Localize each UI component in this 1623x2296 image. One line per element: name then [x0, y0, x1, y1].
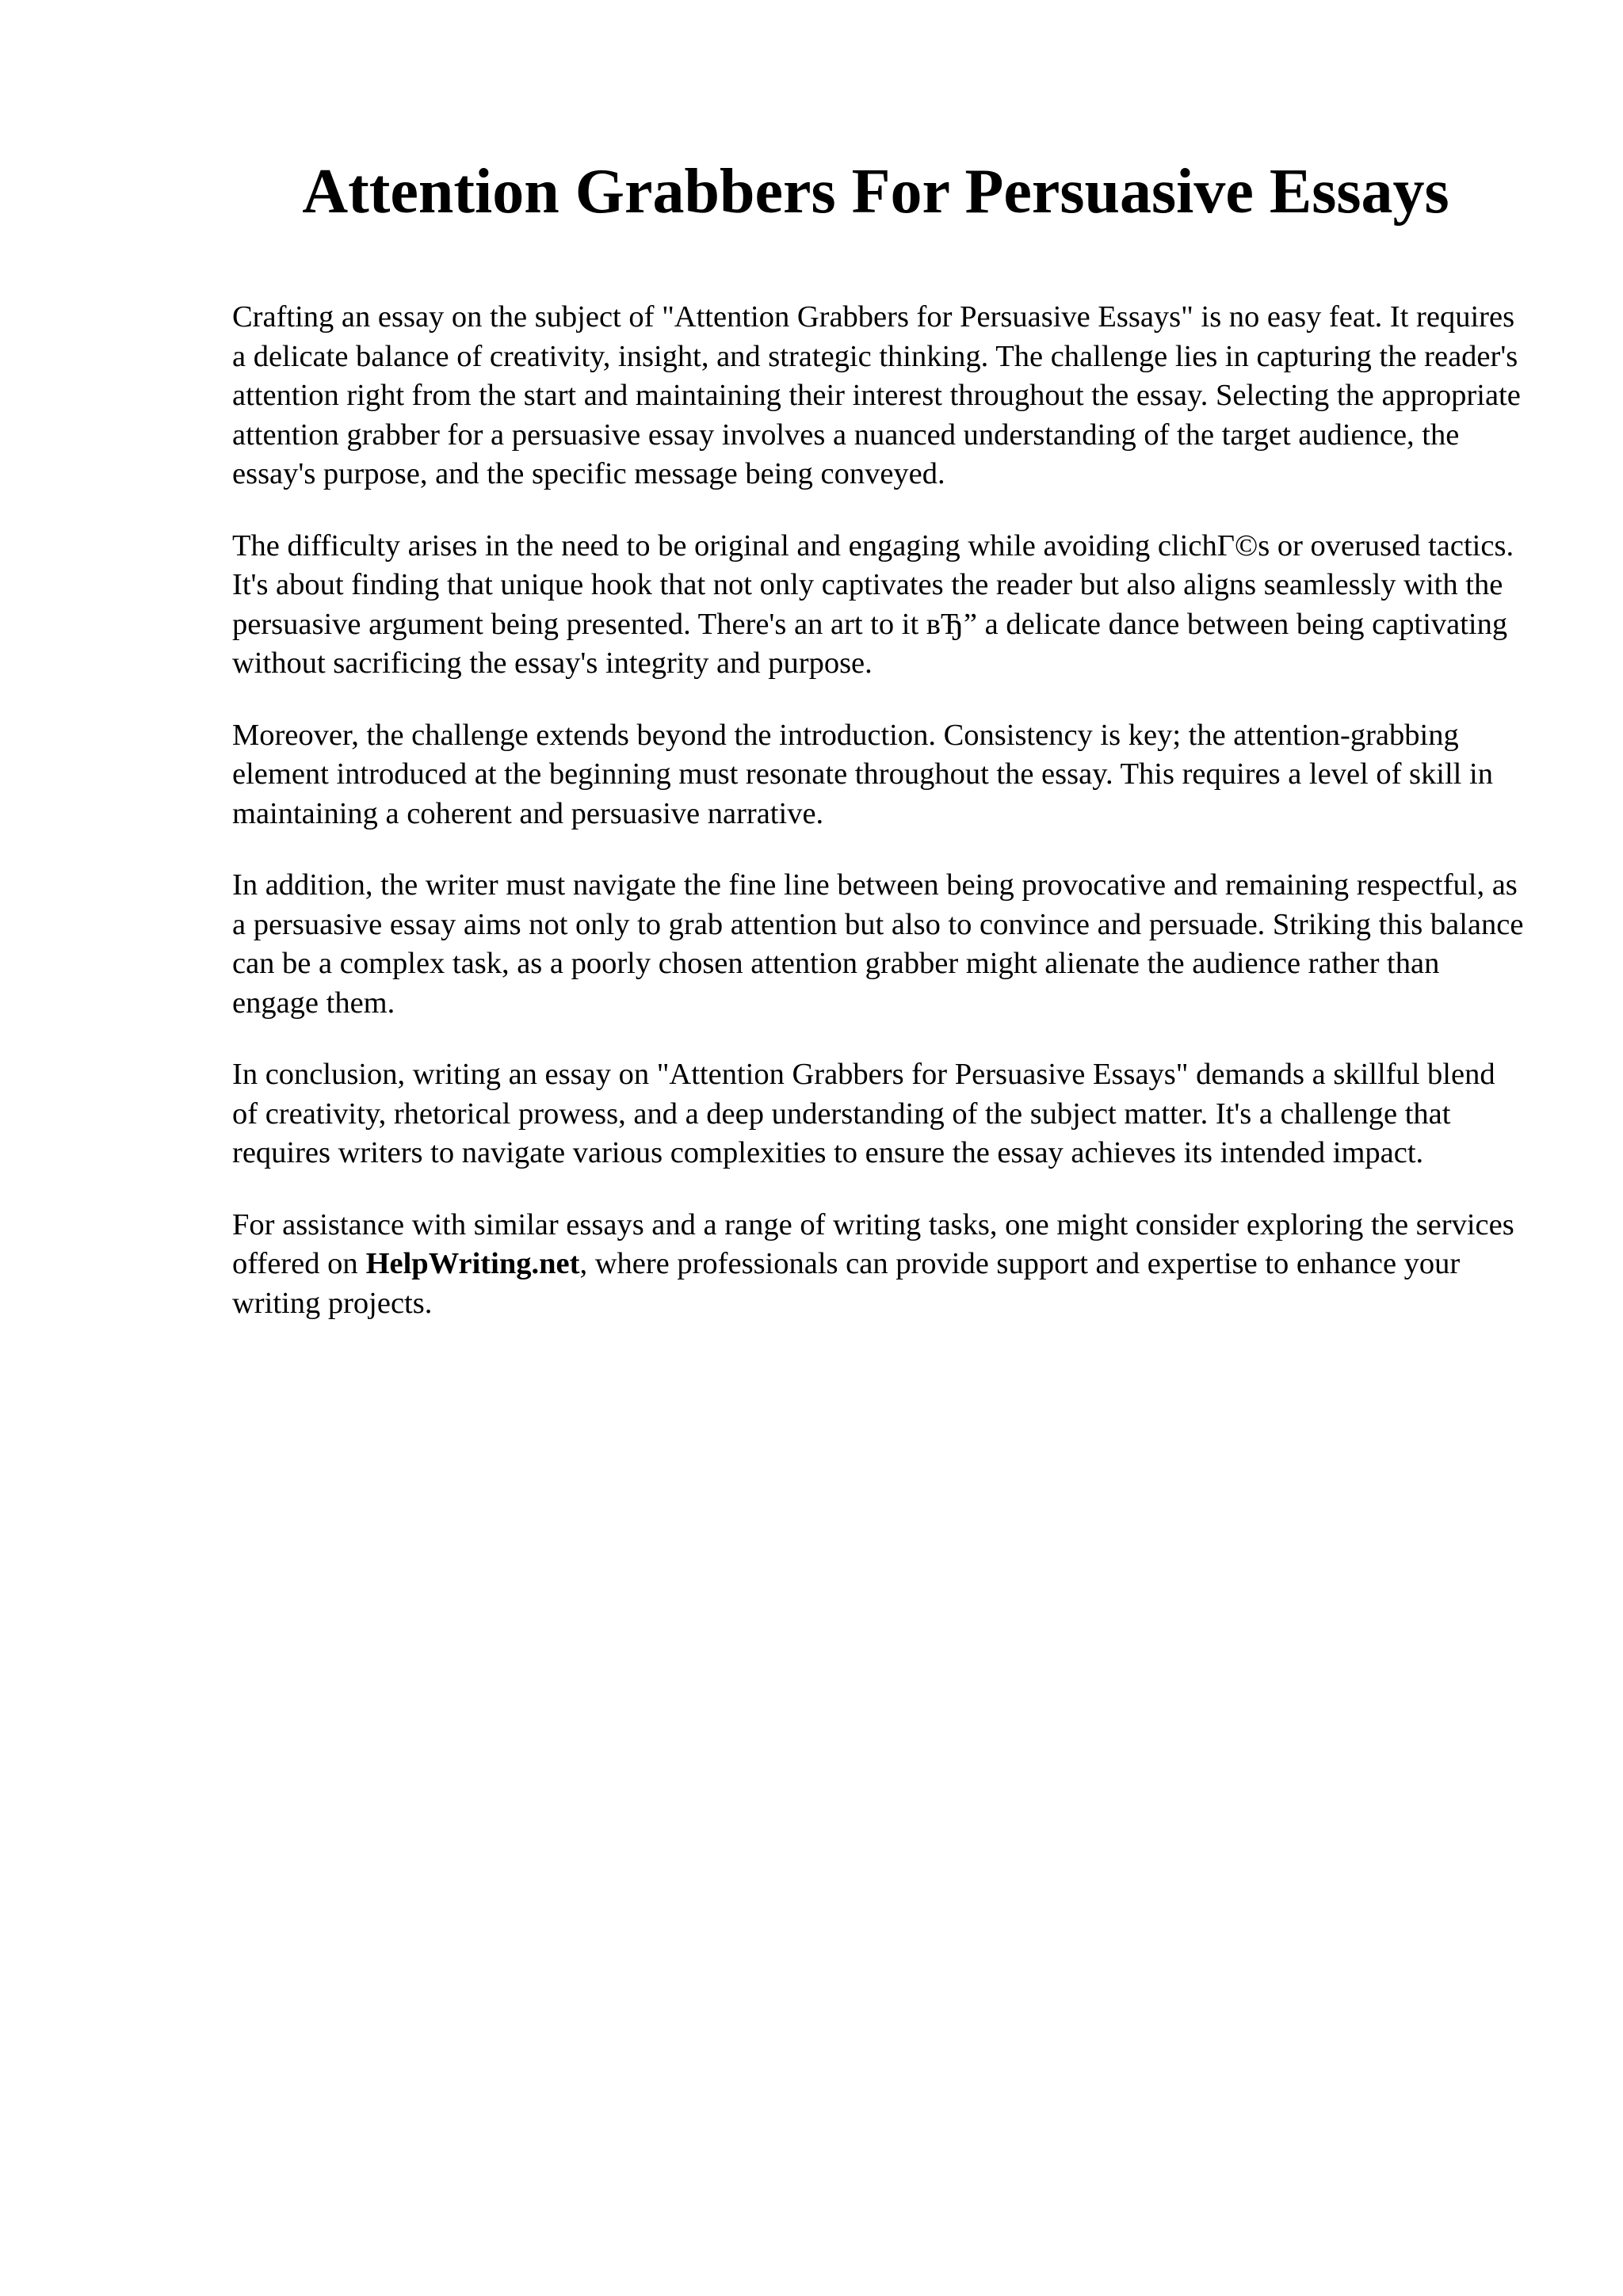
paragraph-intro: Crafting an essay on the subject of "Attention Grabbers for Persuasive Essays" is no easy feat. It requires a delicate balance of creativity, insight, and strategic thinking. The challenge lies in capturing the reader's attention right from the start and maintaining their interest throughout the essay. Selecting the appropriate attention grabber for a persuasive essay involves a nuanced understanding of the target audience, the essay's purpose, and the specific message being conveyed. [232, 300, 1521, 490]
paragraph-balance: In addition, the writer must navigate the fine line between being provocative and remaining respectful, as a persuasive essay aims not only to grab attention but also to convince and persuade. Striking this balance can be a complex task, as a poorly chosen attention grabber might alienate the audience rather than engage them. [232, 868, 1524, 1020]
document-title: Attention Grabbers For Persuasive Essays [302, 157, 1449, 227]
closing-text-before: For assistance with similar essays and a range of writing tasks, one might consider exploring the services offered on [232, 1207, 1514, 1280]
paragraph-consistency: Moreover, the challenge extends beyond the introduction. Consistency is key; the attention-grabbing element introduced at the beginning must resonate throughout the essay. This requires a level of skill in maintaining a coherent and persuasive narrative. [232, 718, 1493, 830]
paragraph-closing [232, 1206, 1524, 1324]
document-body [232, 298, 1524, 1356]
closing-text-after: , where professionals can provide support and expertise to enhance your writing projects. [232, 1247, 1461, 1320]
paragraph-conclusion: In conclusion, writing an essay on "Attention Grabbers for Persuasive Essays" demands a skillful blend of creativity, rhetorical prowess, and a deep understanding of the subject matter. It's a challenge that requires writers to navigate various complexities to ensure the essay achieves its intended impact. [232, 1058, 1495, 1169]
paragraph-difficulty: The difficulty arises in the need to be original and engaging while avoiding clichГ©s or overused tactics. It's about finding that unique hook that not only captivates the reader but also aligns seamlessly with the persuasive argument being presented. There's an art to it вЂ” a delicate dance between being captivating without sacrificing the essay's integrity and purpose. [232, 528, 1514, 680]
brand-name: HelpWriting.net [365, 1247, 580, 1280]
